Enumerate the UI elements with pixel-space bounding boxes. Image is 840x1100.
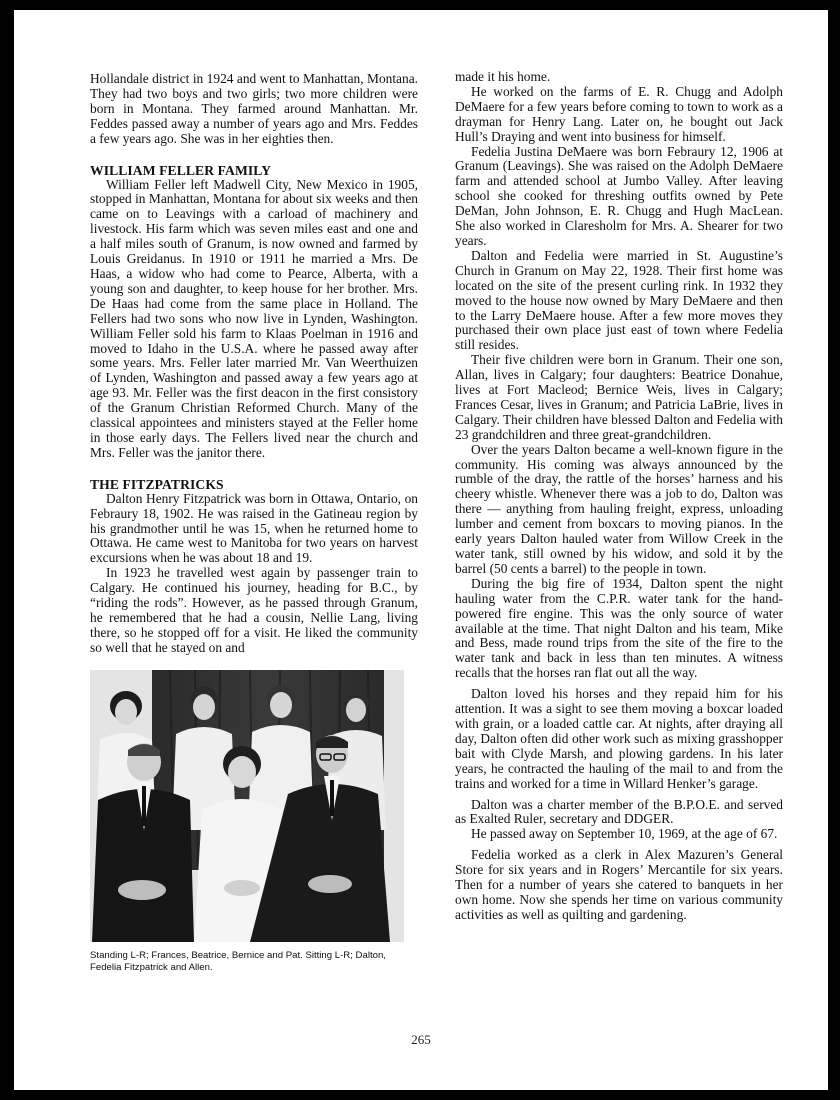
feller-paragraph: William Feller left Madwell City, New Mexico in 1905, stopped in Manhattan, Montana for about six weeks and then came on to Leavings with a carload of machinery and livestock. His farm which was seven miles east and one and a half miles south of Granum, is now owned and farmed by Louis Greidanus. In 1910 or 1911 he married a Mrs. De Haas, a widow who had come to Pearce, Alberta, with a young son and daughter, to keep house for her brother. Mrs. De Haas had come from the same place in Holland. The Fellers had two sons who now live in Lynden, Washington. William Feller sold his farm to Klaas Poelman in 1916 and moved to Idaho in the U.S.A. where he passed away after some years. Mrs. Feller later married Mr. Van Weerthuizen of Lynden, Washington and passed away a few years ago at age 93. Mr. Feller was the first deacon in the first consistory of the Granum Christian Reformed Church. Many of the classical appointees and ministers stayed at the Feller home in those early days. The Fellers lived near the church and Mrs. Feller was the janitor there.	[90, 176, 418, 460]
page-number: 265	[411, 1032, 431, 1047]
feller-family-heading: WILLIAM FELLER FAMILY	[90, 162, 272, 178]
left-column	[90, 72, 418, 974]
right-paragraph-8: Dalton loved his horses and they repaid him for his attention. It was a sight to see them moving a boxcar loaded with grain, or a loaded cattle car. At nights, after draying all day, Dalton often did other work such as mixing grasshopper bait with Clyde Marsh, and plowing gardens. In his later years, he contracted the hauling of the mail to and from the trains and worked for a time in Willard Henker’s garage.	[455, 686, 783, 791]
right-paragraph-3: Fedelia Justina DeMaere was born Febraury 12, 1906 at Granum (Leavings). She was raised on the Adolph DeMaere farm and attended school at Jumbo Valley. After leaving school she cooked for threshing outfits owned by Pete DeMan, John Johnson, E. R. Chugg and Hugh MacLean. She also worked in Claresholm for Mrs. A. Shearer for two years.	[455, 143, 783, 248]
right-paragraph-1: made it his home.	[455, 69, 551, 84]
right-paragraph-9: Dalton was a charter member of the B.P.O.E. and served as Exalted Ruler, secretary and DDGER.	[455, 796, 783, 827]
right-paragraph-10: He passed away on September 10, 1969, at the age of 67.	[471, 826, 778, 842]
fitzpatrick-paragraph-2: In 1923 he travelled west again by passenger train to Calgary. He continued his journey, heading for B.C., by “riding the rods”. However, as he passed through Granum, he remembered that he had a cousin, Nellie Lang, living there, so he stopped off for a visit. He liked the community so well that he stayed on and	[90, 565, 418, 655]
family-photo-figure	[90, 670, 418, 974]
family-photo	[90, 670, 404, 942]
fitzpatricks-heading: THE FITZPATRICKS	[90, 476, 224, 492]
right-column	[455, 70, 783, 923]
right-paragraph-11: Fedelia worked as a clerk in Alex Mazuren’s General Store for six years and in Rogers’ Mercantile for six years. Then for a number of years she catered to banquets in her own home. Now she spends her time on various community activities as well as quilting and gardening.	[455, 847, 783, 922]
right-paragraph-2: He worked on the farms of E. R. Chugg and Adolph DeMaere for a few years before coming to town to work as a drayman for Henry Lang. Later on, he bought out Jack Hull’s Draying and went into business for himself.	[455, 83, 783, 144]
right-paragraph-7: During the big fire of 1934, Dalton spent the night hauling water from the C.P.R. water tank for the hand-powered fire engine. This was the only source of water available at the time. That night Dalton and his team, Mike and Bess, made round trips from the site of the fire to the water tank and back in less than ten minutes. A witness recalls that the horses ran flat out all the way.	[455, 575, 783, 681]
right-paragraph-6: Over the years Dalton became a well-known figure in the community. His coming was always announced by the rumble of the dray, the rattle of the horses’ harness and his cheery whistle. Whenever there was a job to do, Dalton was there — anything from hauling freight, express, unloading lumber and cement from boxcars to moving pianos. In the early years Dalton hauled water from Willow Creek in the water tank, still owned by his widow, and sold it by the barrel (50 cents a barrel) to the people in town.	[455, 441, 783, 576]
photo-caption: Standing L-R; Frances, Beatrice, Bernice and Pat. Sitting L-R; Dalton, Fedelia Fitzpatrick and Allen.	[90, 949, 386, 973]
right-paragraph-5: Their five children were born in Granum. Their one son, Allan, lives in Calgary; four daughters: Beatrice Donahue, lives at Fort Macleod; Bernice Weis, lives in Calgary; Frances Cesar, lives in Granum; and Patricia LaBrie, lives in Calgary. Their children have blessed Dalton and Fedelia with 23 grandchildren and three great-grandchildren.	[455, 352, 783, 442]
book-page	[14, 10, 828, 1090]
feddes-paragraph: Hollandale district in 1924 and went to Manhattan, Montana. They had two boys and two girls; two more children were born in Montana. They farmed around Manhattan. Mr. Feddes passed away a number of years ago and Mrs. Feddes a few years ago. She was in her eighties then.	[90, 71, 418, 146]
fitzpatrick-paragraph-1: Dalton Henry Fitzpatrick was born in Ottawa, Ontario, on Febraury 18, 1902. He was raised in the Gatineau region by his grandmother until he was 15, when he returned home to Ottawa. He came west to Manitoba for two years on harvest excursions when he was about 18 and 19.	[90, 490, 418, 566]
right-paragraph-4: Dalton and Fedelia were married in St. Augustine’s Church in Granum on May 22, 1928. Their first home was located on the site of the present curling rink. In 1932 they moved to the house now owned by Mary DeMaere and then to the Larry DeMaere house. After a few more moves they purchased their own place just east of town where Fedelia still resides.	[455, 247, 783, 353]
